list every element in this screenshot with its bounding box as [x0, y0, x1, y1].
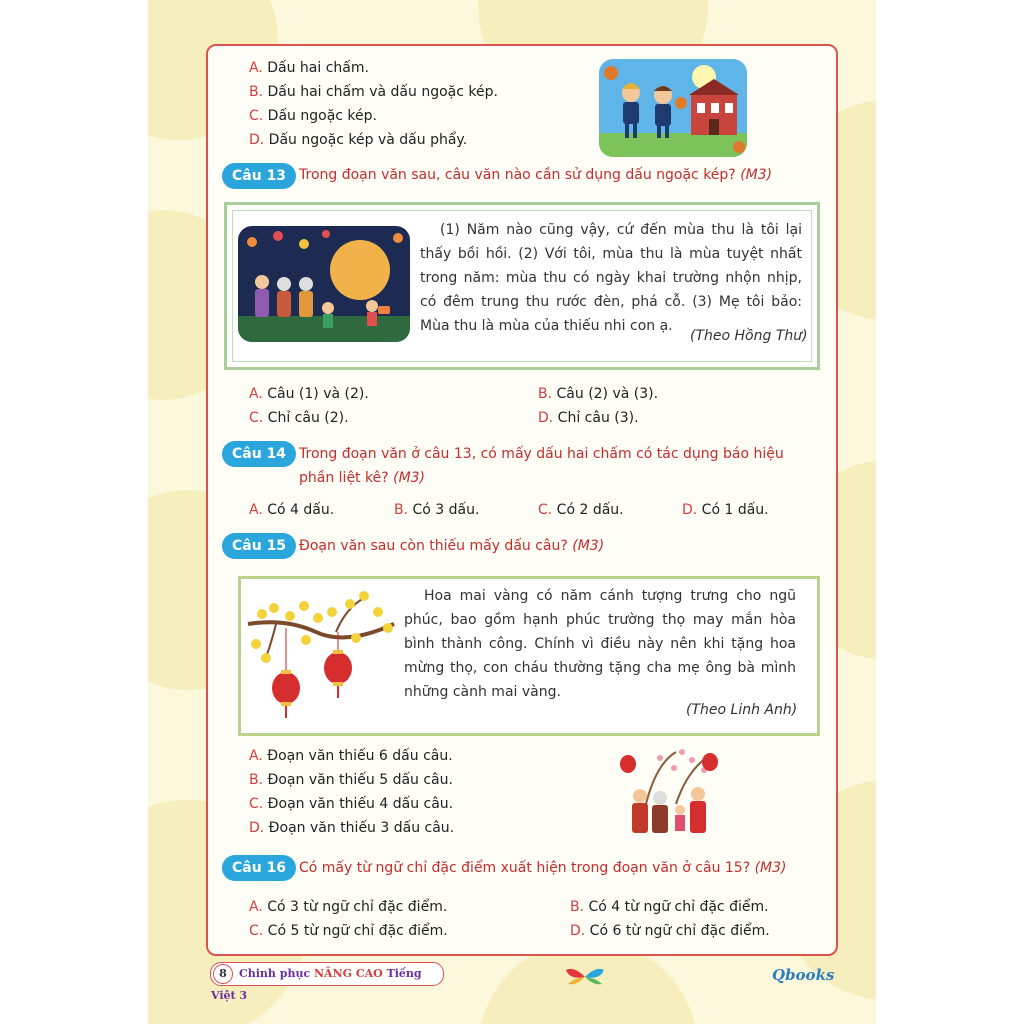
publisher-logo: Qbooks: [772, 966, 835, 984]
butterfly-logo-icon: [564, 966, 606, 988]
q16-option-d: D. Có 6 từ ngữ chỉ đặc điểm.: [570, 923, 770, 939]
q15-badge: Câu 15: [222, 533, 296, 559]
q15-option-b: B. Đoạn văn thiếu 5 dấu câu.: [249, 772, 453, 788]
q13-passage: (1) Năm nào cũng vậy, cứ đến mùa thu là tôi lại thấy bồi hồi. (2) Với tôi, mùa thu là mùa tuyệt nhất trong năm: mùa thu có ngày khai trường nhộn nhịp, có đêm trung thu rước đèn, phá cỗ. (3) Mẹ tôi bảo: Mùa thu là mùa của thiếu nhi con ạ.: [420, 222, 802, 334]
q14-question-line2: phần liệt kê? (M3): [299, 470, 426, 486]
q16-question: Có mấy từ ngữ chỉ đặc điểm xuất hiện trong đoạn văn ở câu 15? (M3): [299, 860, 787, 876]
q16-option-a: A. Có 3 từ ngữ chỉ đặc điểm.: [249, 899, 448, 915]
q16-option-b: B. Có 4 từ ngữ chỉ đặc điểm.: [570, 899, 769, 915]
q16-option-c: C. Có 5 từ ngữ chỉ đặc điểm.: [249, 923, 448, 939]
q15-question: Đoạn văn sau còn thiếu mấy dấu câu? (M3): [299, 538, 605, 554]
q14-question-line1: Trong đoạn văn ở câu 13, có mấy dấu hai chấm có tác dụng báo hiệu: [299, 446, 784, 462]
q13-badge: Câu 13: [222, 163, 296, 189]
q14-badge: Câu 14: [222, 441, 296, 467]
q12-option-c: C. Dấu ngoặc kép.: [249, 108, 377, 124]
q13-option-c: C. Chỉ câu (2).: [249, 410, 349, 426]
q14-option-c: C. Có 2 dấu.: [538, 502, 624, 518]
mid-autumn-illustration: [238, 226, 410, 342]
page-number: 8: [213, 964, 233, 984]
q16-badge: Câu 16: [222, 855, 296, 881]
q13-source: (Theo Hồng Thư): [690, 328, 808, 344]
apricot-blossom-lantern-illustration: [246, 588, 396, 720]
q14-option-a: A. Có 4 dấu.: [249, 502, 335, 518]
q15-source: (Theo Linh Anh): [686, 702, 798, 718]
q13-option-a: A. Câu (1) và (2).: [249, 386, 369, 402]
q15-option-d: D. Đoạn văn thiếu 3 dấu câu.: [249, 820, 455, 836]
q13-option-d: D. Chỉ câu (3).: [538, 410, 639, 426]
q14-option-b: B. Có 3 dấu.: [394, 502, 480, 518]
q12-option-a: A. Dấu hai chấm.: [249, 60, 369, 76]
school-children-illustration: [599, 59, 747, 157]
q15-option-c: C. Đoạn văn thiếu 4 dấu câu.: [249, 796, 454, 812]
q15-passage: Hoa mai vàng có năm cánh tượng trưng cho ngũ phúc, bao gồm hạnh phúc trường thọ may mắn hòa bình thành công. Chính vì điều này nên khi tặng hoa mừng thọ, con cháu thường tặng cha mẹ ông bà mình những cành mai vàng.: [404, 588, 796, 700]
q12-option-d: D. Dấu ngoặc kép và dấu phẩy.: [249, 132, 468, 148]
lunar-new-year-family-illustration: [616, 744, 726, 840]
q13-option-b: B. Câu (2) và (3).: [538, 386, 659, 402]
q12-option-b: B. Dấu hai chấm và dấu ngoặc kép.: [249, 84, 498, 100]
q15-option-a: A. Đoạn văn thiếu 6 dấu câu.: [249, 748, 453, 764]
footer-book-title: 8 Chinh phục NÂNG CAO Tiếng Việt 3: [210, 962, 444, 986]
q13-question: Trong đoạn văn sau, câu văn nào cần sử dụng dấu ngoặc kép? (M3): [299, 167, 773, 183]
q14-option-d: D. Có 1 dấu.: [682, 502, 769, 518]
